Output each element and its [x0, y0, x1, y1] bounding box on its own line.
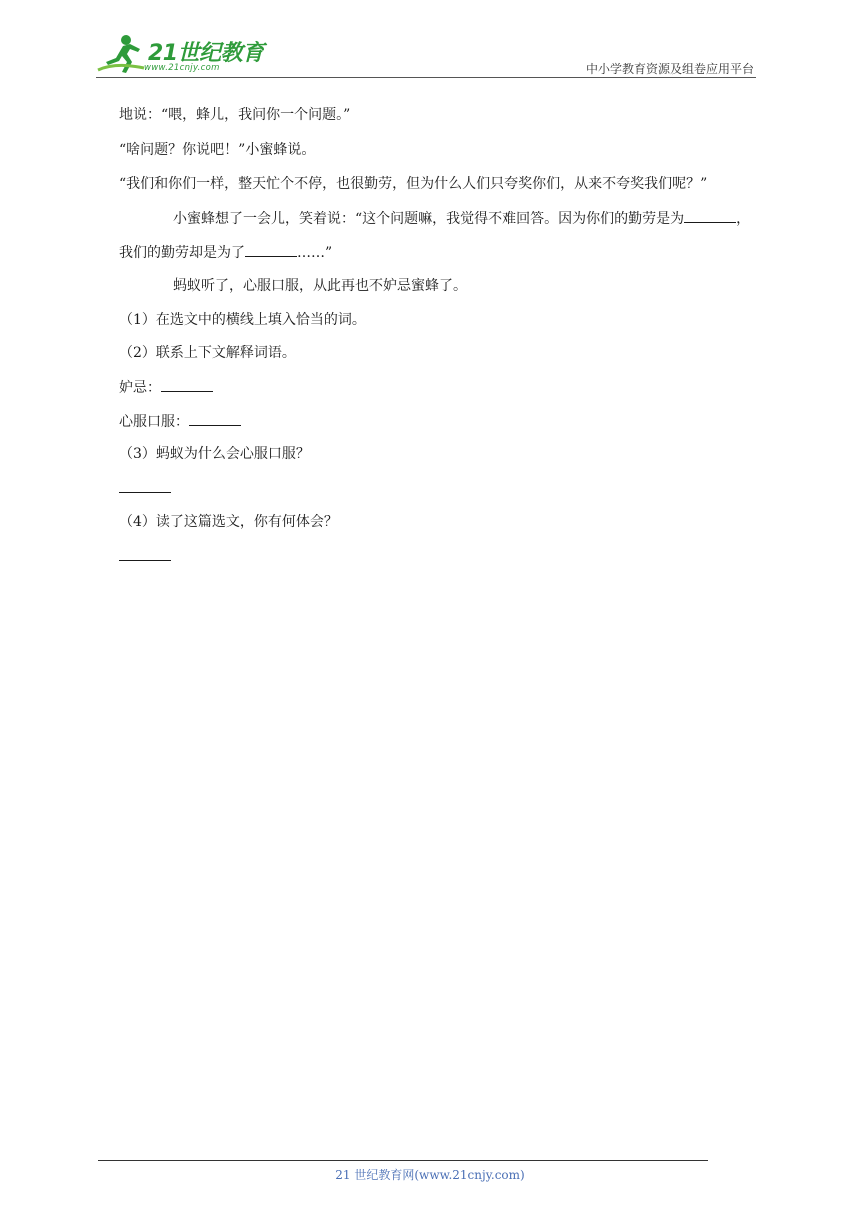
passage-line: 地说：“喂，蜂儿，我问你一个问题。”	[119, 107, 351, 123]
passage-line	[119, 242, 332, 262]
footer-text[interactable]: 21 世纪教育网(www.21cnjy.com)	[335, 1168, 525, 1182]
passage-text: ，	[736, 211, 751, 227]
passage-text: 小蜜蜂想了一会儿，笑着说：“这个问题嘛，我觉得不难回答。因为你们的勤劳是为	[173, 211, 685, 227]
answer-blank[interactable]	[119, 546, 171, 561]
passage-text: ……”	[297, 245, 333, 261]
answer-blank[interactable]	[119, 478, 171, 493]
term-label: 心服口服：	[119, 414, 189, 430]
question-4: （4）读了这篇选文，你有何体会？	[119, 514, 338, 530]
answer-blank[interactable]	[189, 411, 241, 426]
passage-line	[119, 208, 750, 228]
logo-brand-text: 21世纪教育	[148, 41, 264, 66]
question-3: （3）蚂蚁为什么会心服口服？	[119, 446, 310, 462]
logo-url-text: www.21cnjy.com	[144, 63, 220, 73]
runner-logo-icon	[96, 32, 148, 76]
question-2: （2）联系上下文解释词语。	[119, 345, 296, 361]
answer-blank[interactable]	[684, 208, 736, 223]
question-2b	[119, 411, 241, 431]
passage-line: 蚂蚁听了，心服口服，从此再也不妒忌蜜蜂了。	[173, 278, 467, 294]
passage-text: 我们的勤劳却是为了	[119, 245, 245, 261]
question-2a	[119, 377, 213, 397]
header-divider	[96, 77, 756, 78]
question-1: （1）在选文中的横线上填入恰当的词。	[119, 312, 366, 328]
answer-line-3	[119, 478, 171, 498]
answer-blank[interactable]	[161, 377, 213, 392]
footer-divider	[98, 1160, 708, 1161]
answer-blank[interactable]	[245, 242, 297, 257]
passage-line: “啥问题？你说吧！”小蜜蜂说。	[119, 142, 316, 158]
platform-name: 中小学教育资源及组卷应用平台	[585, 62, 754, 76]
answer-line-4	[119, 546, 171, 566]
site-logo	[96, 32, 266, 74]
page-header	[96, 30, 756, 78]
term-label: 妒忌：	[119, 380, 161, 396]
passage-line: “我们和你们一样，整天忙个不停，也很勤劳，但为什么人们只夸奖你们，从来不夸奖我们呢？”	[119, 176, 708, 192]
